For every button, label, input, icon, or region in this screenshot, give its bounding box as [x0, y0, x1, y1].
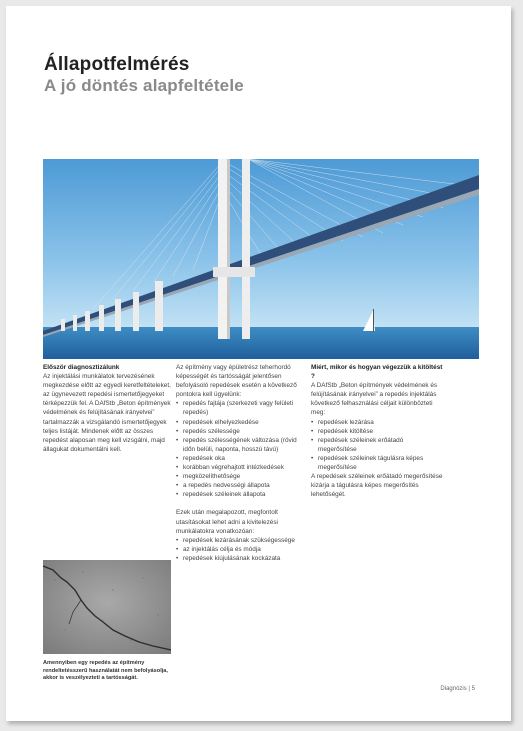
list-item: • az injektálás célja és módja — [176, 545, 306, 554]
diagnosis-body: Az injektálási munkálatok tervezésének megkezdése előtt az egyedi keretfeltételeket, az ügynevezett repedési ismertetőjegyeket térképezzük fel. A DAfStb „Beton építmények védelmének és felújításának irányelvei” tartalmazzák a vizsgálandó ismertetőjegyek teljes listáját. Mindenek előtt az összes repedést alaposan meg kell vizsgálni, majd állagukat dokumentálni kell. — [43, 373, 171, 453]
list-item: • repedések széleinek állapota — [176, 490, 306, 499]
list-item: • repedések széleinek erőátadó megerősítése — [311, 436, 443, 454]
purposes-intro: A DAfStb „Beton építmények védelmének és felújításának irányelvei” a repedés injektálás következő felhasználási céljait különbözteti meg: — [311, 382, 438, 417]
document-page — [6, 6, 511, 721]
page-title: Állapotfelmérés — [44, 54, 190, 75]
diagnosis-heading: Először diagnosztizálunk — [43, 364, 120, 371]
list-item: • repedések széleinek tágulásra képes megerősítése — [311, 454, 443, 472]
list-item: • repedések oka — [176, 454, 306, 463]
column-purposes — [311, 363, 443, 499]
list-item: • repedés fajtája (szerkezeti vagy felületi repedés) — [176, 399, 306, 417]
list-item: • repedések kitöltése — [311, 427, 443, 436]
concrete-crack-photo — [43, 560, 171, 654]
list-item: • a repedés nedvességi állapota — [176, 481, 306, 490]
purposes-outro: A repedések széleinek erőátadó megerősítése kizárja a tágulásra képes megerősítés lehetőségét. — [311, 473, 443, 499]
image-caption: Amennyiben egy repedés az építmény rendeltetésszerű használatát nem befolyásolja, akkor is veszélyezteti a tartósságát. — [43, 660, 168, 682]
column-diagnosis — [43, 363, 171, 454]
list-item: • repedések kiújulásának kockázata — [176, 554, 306, 563]
criteria-intro: Az építmény vagy épületrész teherhordó képességét és tartósságát jelentősen befolyásoló repedések esetén a következő pontokra kell ügyelünk: — [176, 364, 297, 399]
page-subtitle: A jó döntés alapfeltétele — [44, 76, 244, 95]
instructions-intro: Ezek után megalapozott, megfontolt utasításokat lehet adni a kivitelezési munkálatokra vonatkozóan: — [176, 509, 278, 535]
list-item: • repedések elhelyezkedése — [176, 418, 306, 427]
instructions-list — [176, 536, 306, 563]
list-item: • repedések lezárásának szükségessége — [176, 536, 306, 545]
list-item: • repedések lezárása — [311, 418, 443, 427]
list-item: • korábban végrehajtott intézkedések — [176, 463, 306, 472]
page-footer: Diagnózis | 5 — [440, 686, 475, 692]
purposes-heading: Miért, mikor és hogyan végezzük a kitöltést ? — [311, 364, 443, 381]
list-item: • repedés szélességének változása (rövid időn belüli, naponta, hosszú távú) — [176, 436, 306, 454]
crack-properties-list — [176, 399, 306, 499]
purposes-list — [311, 418, 443, 473]
column-criteria — [176, 363, 306, 563]
list-item: • megközelíthetősége — [176, 472, 306, 481]
list-item: • repedés szélessége — [176, 427, 306, 436]
cable-stayed-bridge-photo — [43, 159, 479, 359]
